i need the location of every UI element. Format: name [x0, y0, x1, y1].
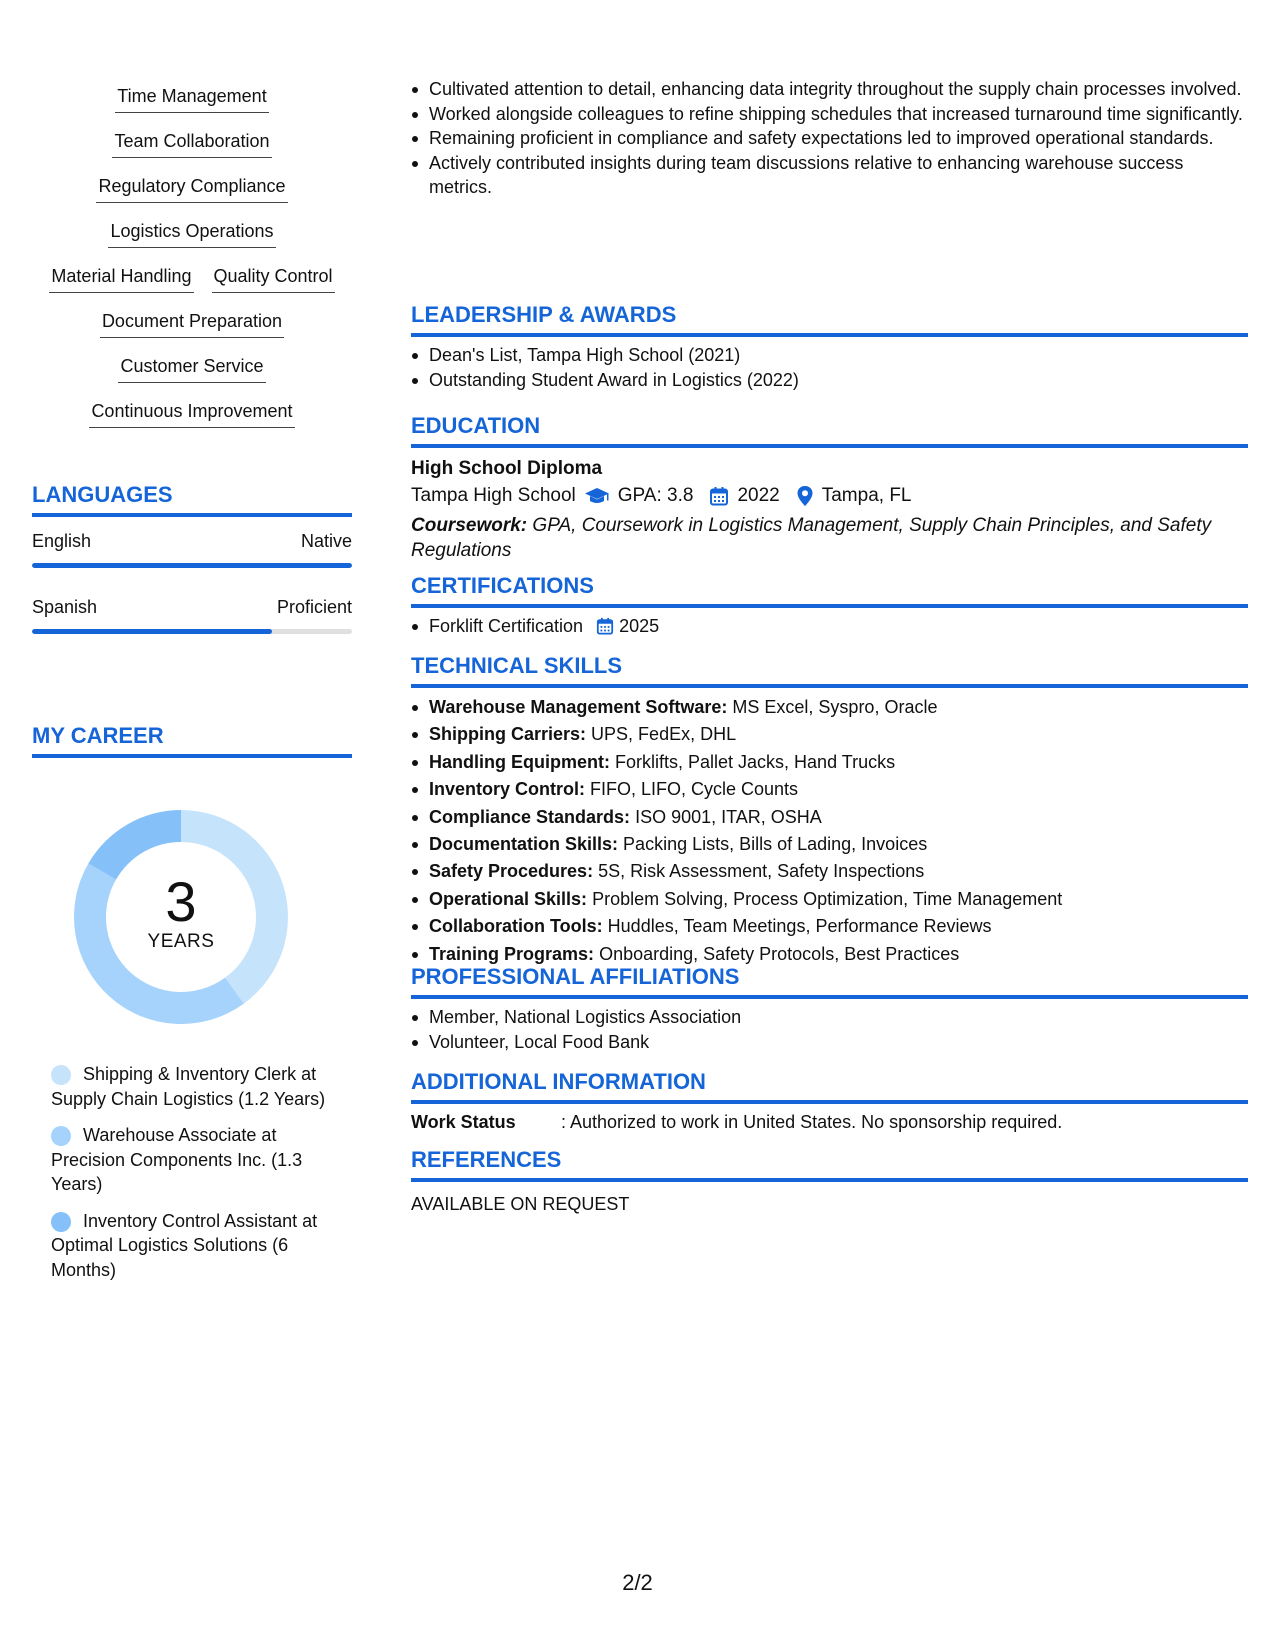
- experience-bullet: Remaining proficient in compliance and safety expectations led to improved operational standards.: [411, 126, 1248, 151]
- technical-skill-item: [411, 721, 1248, 748]
- technical-skill-label: Training Programs:: [429, 943, 595, 964]
- career-legend-label: Warehouse Associate at Precision Components Inc. (1.3 Years): [51, 1125, 303, 1194]
- additional-info-heading: ADDITIONAL INFORMATION: [411, 1068, 1248, 1104]
- skill-tag: Regulatory Compliance: [96, 174, 287, 203]
- skill-row: [32, 174, 352, 219]
- career-section: [32, 722, 352, 1280]
- work-status-row: [411, 1110, 1248, 1134]
- education-section: [411, 412, 1248, 563]
- technical-skill-value: FIFO, LIFO, Cycle Counts: [590, 779, 799, 800]
- technical-skill-value: MS Excel, Syspro, Oracle: [732, 697, 938, 717]
- education-year: 2022: [737, 485, 780, 506]
- skill-row: [32, 264, 352, 309]
- language-name: Spanish: [32, 597, 98, 617]
- skill-tag: Document Preparation: [100, 309, 284, 338]
- education-details: [411, 482, 1248, 510]
- skill-tag: Team Collaboration: [112, 129, 271, 158]
- education-degree: High School Diploma: [411, 458, 603, 479]
- technical-skill-item: [411, 694, 1248, 721]
- technical-skill-value: UPS, FedEx, DHL: [591, 724, 737, 745]
- technical-skill-label: Documentation Skills:: [429, 834, 619, 855]
- technical-skill-value: Problem Solving, Process Optimization, Time Management: [592, 888, 1063, 909]
- technical-skill-label: Warehouse Management Software:: [429, 697, 728, 717]
- career-legend-item: [51, 1062, 341, 1111]
- experience-bullet: Cultivated attention to detail, enhancing data integrity throughout the supply chain processes involved.: [411, 77, 1248, 102]
- career-legend-item: [51, 1209, 341, 1283]
- coursework-text: GPA, Coursework in Logistics Management, Supply Chain Principles, and Safety Regulations: [411, 515, 1212, 561]
- languages-section: [32, 481, 352, 617]
- technical-skill-label: Collaboration Tools:: [429, 916, 603, 937]
- career-legend: [51, 1062, 341, 1294]
- education-school: Tampa High School: [411, 485, 576, 506]
- certifications-section: [411, 572, 1248, 639]
- language-proficiency-fill: [32, 563, 352, 568]
- location-pin-icon: [796, 485, 814, 507]
- skill-tag: Logistics Operations: [108, 219, 275, 248]
- skill-row: [32, 399, 352, 444]
- skill-tag: Continuous Improvement: [89, 399, 294, 428]
- skill-tag: Customer Service: [118, 354, 265, 383]
- language-level: Native: [300, 531, 352, 551]
- career-legend-label: Shipping & Inventory Clerk at Supply Chain Logistics (1.2 Years): [51, 1064, 326, 1109]
- work-status-label: Work Status: [411, 1112, 516, 1132]
- legend-dot-icon: [51, 1126, 71, 1146]
- experience-bullets: [411, 77, 1248, 200]
- leadership-item: Dean's List, Tampa High School (2021): [411, 343, 1248, 368]
- technical-skill-label: Shipping Carriers:: [429, 724, 587, 745]
- certifications-heading: CERTIFICATIONS: [411, 572, 1248, 608]
- language-proficiency-fill: [32, 629, 272, 634]
- calendar-icon: [596, 617, 614, 635]
- technical-skill-item: [411, 831, 1248, 858]
- technical-skill-value: Packing Lists, Bills of Lading, Invoices: [623, 834, 928, 855]
- language-item: [32, 595, 352, 634]
- technical-skill-item: [411, 858, 1248, 885]
- certification-year: 2025: [619, 616, 660, 636]
- certification-name: Forklift Certification: [429, 616, 584, 636]
- education-gpa: GPA: 3.8: [617, 485, 694, 506]
- technical-skill-label: Compliance Standards:: [429, 806, 631, 827]
- technical-skill-value: Huddles, Team Meetings, Performance Reviews: [607, 916, 992, 937]
- language-name: English: [32, 531, 92, 551]
- technical-skill-item: [411, 804, 1248, 831]
- technical-skill-item: [411, 749, 1248, 776]
- legend-dot-icon: [51, 1065, 71, 1085]
- skill-row: [32, 309, 352, 354]
- affiliation-item: Volunteer, Local Food Bank: [411, 1030, 1248, 1055]
- graduation-cap-icon: [584, 486, 610, 506]
- leadership-section: [411, 301, 1248, 392]
- education-heading: EDUCATION: [411, 412, 1248, 448]
- technical-skill-item: [411, 776, 1248, 803]
- technical-skills-heading: TECHNICAL SKILLS: [411, 652, 1248, 688]
- career-donut-chart: [66, 802, 296, 1032]
- technical-skill-label: Handling Equipment:: [429, 751, 610, 772]
- career-heading: MY CAREER: [32, 722, 352, 758]
- affiliation-item: Member, National Logistics Association: [411, 1005, 1248, 1030]
- technical-skill-label: Operational Skills:: [429, 888, 588, 909]
- leadership-heading: LEADERSHIP & AWARDS: [411, 301, 1248, 337]
- technical-skill-label: Inventory Control:: [429, 779, 585, 800]
- career-legend-label: Inventory Control Assistant at Optimal Logistics Solutions (6 Months): [51, 1210, 318, 1280]
- language-item: [32, 529, 352, 568]
- leadership-item: Outstanding Student Award in Logistics (2022): [411, 368, 1248, 393]
- affiliations-heading: PROFESSIONAL AFFILIATIONS: [411, 963, 1248, 999]
- skill-row: [32, 129, 352, 174]
- technical-skill-value: 5S, Risk Assessment, Safety Inspections: [598, 861, 925, 882]
- experience-bullet: Actively contributed insights during team discussions relative to enhancing warehouse success metrics.: [411, 151, 1248, 200]
- language-level: Proficient: [276, 597, 352, 617]
- references-text: AVAILABLE ON REQUEST: [411, 1194, 630, 1214]
- career-total-unit: YEARS: [147, 931, 215, 952]
- skill-row: [32, 84, 352, 129]
- skills-tag-cloud: [32, 84, 352, 444]
- affiliations-section: [411, 963, 1248, 1054]
- skill-tag: Material Handling: [49, 264, 193, 293]
- work-status-value: : Authorized to work in United States. No sponsorship required.: [561, 1112, 1063, 1132]
- education-coursework: [411, 514, 1248, 563]
- career-total-years: 3: [165, 870, 197, 933]
- skill-row: [32, 354, 352, 399]
- technical-skill-value: Onboarding, Safety Protocols, Best Practices: [599, 943, 960, 964]
- technical-skill-label: Safety Procedures:: [429, 861, 594, 882]
- language-proficiency-bar: [32, 563, 352, 568]
- technical-skill-item: [411, 913, 1248, 940]
- skill-row: [32, 219, 352, 264]
- technical-skill-item: [411, 886, 1248, 913]
- languages-heading: LANGUAGES: [32, 481, 352, 517]
- technical-skills-section: [411, 652, 1248, 968]
- certification-item: [411, 614, 1248, 639]
- technical-skill-value: ISO 9001, ITAR, OSHA: [635, 806, 822, 827]
- career-legend-item: [51, 1123, 341, 1197]
- references-heading: REFERENCES: [411, 1146, 1248, 1182]
- technical-skill-value: Forklifts, Pallet Jacks, Hand Trucks: [615, 751, 896, 772]
- page-number: 2/2: [622, 1570, 653, 1595]
- coursework-label: Coursework:: [411, 515, 528, 536]
- donut-center: [66, 802, 296, 1032]
- education-location: Tampa, FL: [821, 485, 912, 506]
- experience-bullet: Worked alongside colleagues to refine shipping schedules that increased turnaround time significantly.: [411, 102, 1248, 127]
- skill-tag: Time Management: [115, 84, 268, 113]
- legend-dot-icon: [51, 1212, 71, 1232]
- language-proficiency-bar: [32, 629, 352, 634]
- skill-tag: Quality Control: [212, 264, 335, 293]
- additional-info-section: [411, 1068, 1248, 1134]
- calendar-icon: [709, 486, 729, 506]
- references-section: [411, 1146, 1248, 1216]
